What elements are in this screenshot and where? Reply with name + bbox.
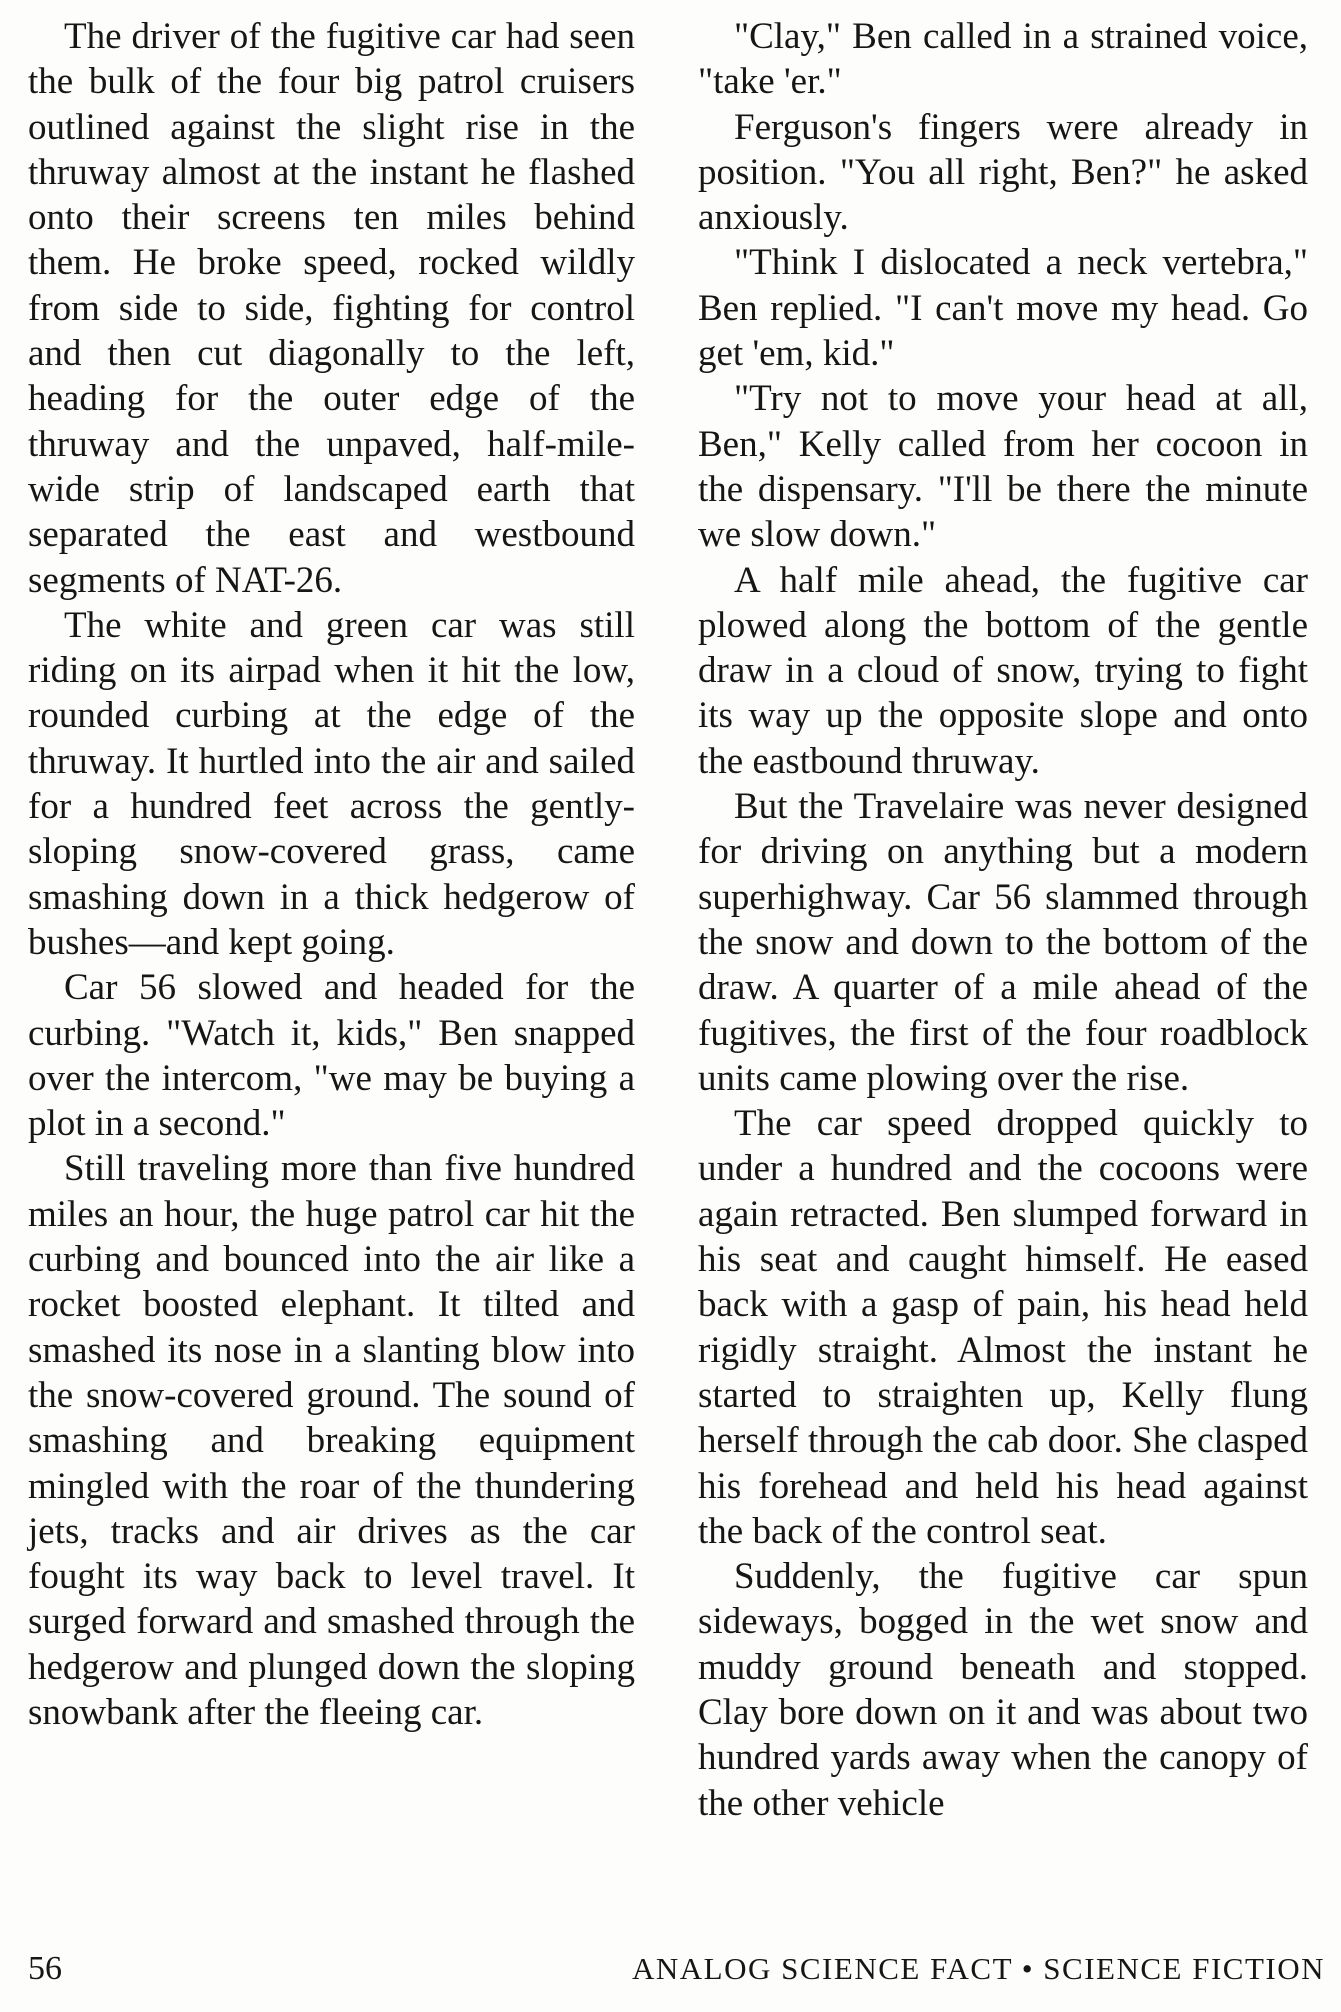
page-footer: [28, 1944, 1325, 1994]
paragraph: The car speed dropped quickly to under a hundred and the cocoons were again retracted. Ben slumped forward in his seat and caught himself. He eased back with a gasp of pain, his head held rigidly straight. Almost the instant he started to straighten up, Kelly flung herself through the cab door. She clasped his forehead and held his head against the back of the control seat.: [698, 1103, 1308, 1552]
running-head: ANALOG SCIENCE FACT • SCIENCE FICTION: [632, 1951, 1325, 1986]
paragraph: A half mile ahead, the fugitive car plowed along the bottom of the gentle draw in a cloud of snow, trying to fight its way up the opposite slope and onto the eastbound thruway.: [698, 559, 1308, 782]
paragraph: Ferguson's fingers were already in position. "You all right, Ben?" he asked anxiously.: [698, 106, 1308, 239]
paragraph: "Think I dislocated a neck vertebra," Ben replied. "I can't move my head. Go get 'em, kid.": [698, 242, 1308, 375]
left-column: [28, 14, 635, 1735]
paragraph: Car 56 slowed and headed for the curbing. "Watch it, kids," Ben snapped over the intercom, "we may be buying a plot in a second.": [28, 967, 635, 1145]
paragraph: Still traveling more than five hundred miles an hour, the huge patrol car hit the curbing and bounced into the air like a rocket boosted elephant. It tilted and smashed its nose in a slanting blow into the snow-covered ground. The sound of smashing and breaking equipment mingled with the roar of the thundering jets, tracks and air drives as the car fought its way back to level travel. It surged forward and smashed through the hedgerow and plunged down the sloping snowbank after the fleeing car.: [28, 1148, 635, 1733]
right-column: [698, 14, 1308, 1826]
paragraph: The driver of the fugitive car had seen the bulk of the four big patrol cruisers outlined against the slight rise in the thruway almost at the instant he flashed onto their screens ten miles behind them. He broke speed, rocked wildly from side to side, fighting for control and then cut diagonally to the left, heading for the outer edge of the thruway and the unpaved, half-mile-wide strip of landscaped earth that separated the east and westbound segments of NAT-26.: [28, 16, 635, 601]
paragraph: But the Travelaire was never designed for driving on anything but a modern superhighway. Car 56 slammed through the snow and down to the bottom of the draw. A quarter of a mile ahead of the fugitives, the first of the four roadblock units came plowing over the rise.: [698, 786, 1308, 1099]
paragraph: Suddenly, the fugitive car spun sideways, bogged in the wet snow and muddy ground beneath and stopped. Clay bore down on it and was about two hundred yards away when the canopy of the other vehicle: [698, 1556, 1308, 1824]
paragraph: "Clay," Ben called in a strained voice, "take 'er.": [698, 16, 1308, 103]
paragraph: "Try not to move your head at all, Ben," Kelly called from her cocoon in the dispensary. "I'll be there the minute we slow down.": [698, 378, 1308, 556]
page-number: 56: [28, 1950, 62, 1987]
paragraph: The white and green car was still riding on its airpad when it hit the low, rounded curbing at the edge of the thruway. It hurtled into the air and sailed for a hundred feet across the gently-sloping snow-covered grass, came smashing down in a thick hedgerow of bushes—and kept going.: [28, 604, 635, 963]
